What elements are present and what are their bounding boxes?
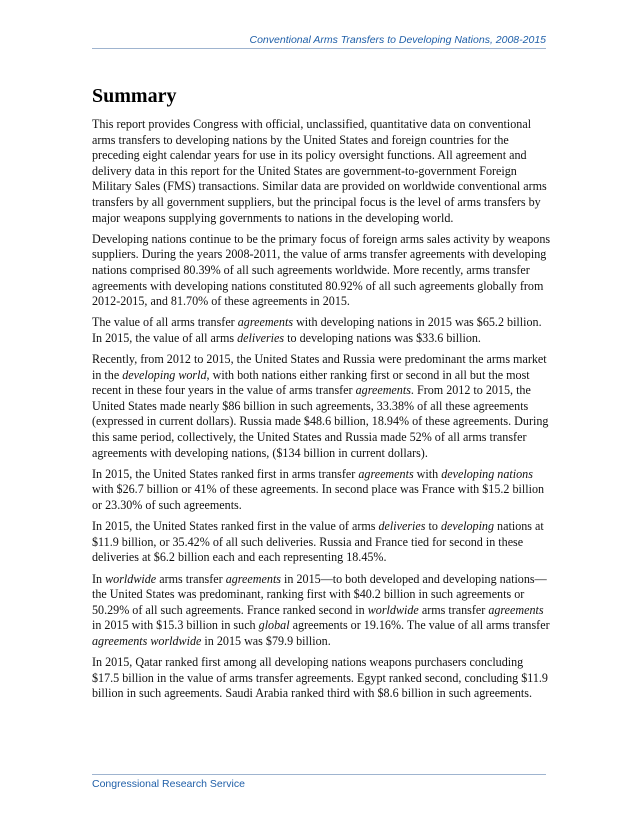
text-run: . From 2012 to 2015, the United States made nearly $86 billion in such agreements, 33.38% of all these agreements (expressed in current dollars). Russia made $48.6 billion, 18.94% of these agreements. During this same period, collectively, the United States and Russia made 52% of all arms transfer agreements with developing nations, ($134 billion in current dollars).: [92, 383, 549, 460]
footer-rule: [92, 774, 546, 775]
emphasized-text: deliveries: [378, 519, 426, 534]
summary-section: [92, 84, 552, 708]
text-run: arms transfer: [418, 602, 489, 617]
text-run: in 2015—to both developed and developing nations—the United States was predominant, ranking first with $40.2 billion in such agreements or 50.29% of all such agreements. France ranked second in: [92, 571, 547, 617]
header-rule: [92, 48, 546, 49]
emphasized-text: developing nations: [441, 466, 533, 481]
emphasized-text: worldwide: [367, 602, 419, 617]
text-run: In: [92, 571, 106, 586]
emphasized-text: agreements worldwide: [92, 633, 202, 648]
text-run: with developing nations in 2015 was $65.2 billion. In 2015, the value of all arms: [92, 315, 542, 345]
emphasized-text: agreements: [358, 466, 414, 481]
text-run: in 2015 with $15.3 billion in such: [92, 618, 259, 633]
emphasized-text: developing world: [122, 367, 207, 382]
body-paragraph: [92, 232, 552, 310]
body-paragraph: [92, 519, 552, 566]
text-run: In 2015, the United States ranked first in the value of arms: [92, 519, 379, 534]
running-header: Conventional Arms Transfers to Developing Nations, 2008-2015: [249, 34, 546, 46]
emphasized-text: deliveries: [237, 330, 285, 345]
text-run: This report provides Congress with official, unclassified, quantitative data on conventional arms transfers to developing nations by the United States and foreign countries for the preceding eight calendar years for use in its policy oversight functions. All agreement and delivery data in this report for the United States are government-to-government Foreign Military Sales (FMS) transactions. Similar data are provided on worldwide conventional arms transfers by all government suppliers, but the principal focus is the level of arms transfers by major weapons supplying governments to nations in the developing world.: [92, 117, 547, 225]
text-run: Recently, from 2012 to 2015, the United States and Russia were predominant the arms market in the: [92, 352, 547, 382]
summary-body: [92, 117, 552, 702]
text-run: Developing nations continue to be the primary focus of foreign arms sales activity by weapons suppliers. During the years 2008-2011, the value of arms transfer agreements with developing nations comprised 80.39% of all such agreements worldwide. More recently, arms transfer agreements with developing nations constituted 80.92% of all such agreements globally from 2012-2015, and 81.70% of these agreements in 2015.: [92, 231, 551, 309]
body-paragraph: [92, 315, 552, 346]
text-run: to developing nations was $33.6 billion.: [284, 330, 481, 345]
text-run: In 2015, the United States ranked first in arms transfer: [92, 466, 359, 481]
body-paragraph: [92, 572, 552, 650]
body-paragraph: [92, 655, 552, 702]
footer-text: Congressional Research Service: [92, 778, 245, 790]
section-heading: Summary: [92, 85, 177, 107]
text-run: In 2015, Qatar ranked first among all developing nations weapons purchasers concluding $17.5 billion in the value of arms transfer agreements. Egypt ranked second, concluding $11.9 billion in such agreements. Saudi Arabia ranked third with $8.6 billion in such agreements.: [92, 655, 548, 701]
emphasized-text: agreements: [355, 383, 411, 398]
emphasized-text: agreements: [488, 602, 544, 617]
text-run: in 2015 was $79.9 billion.: [201, 633, 331, 648]
emphasized-text: agreements: [225, 571, 282, 586]
text-run: The value of all arms transfer: [92, 315, 238, 330]
text-run: arms transfer: [156, 571, 226, 586]
body-paragraph: [92, 467, 552, 514]
text-run: to: [425, 519, 441, 534]
emphasized-text: agreements: [237, 315, 294, 330]
text-run: nations at $11.9 billion, or 35.42% of all such deliveries. Russia and France tied for second in these deliveries at $6.2 billion each and each representing 18.45%.: [92, 519, 544, 565]
text-run: , with both nations either ranking first or second in all but the most recent in these four years in the value of arms transfer: [92, 367, 530, 398]
body-paragraph: [92, 117, 552, 226]
text-run: with $26.7 billion or 41% of these agreements. In second place was France with $15.2 billion or 23.30% of such agreements.: [92, 482, 545, 513]
body-paragraph: [92, 352, 552, 461]
emphasized-text: global: [258, 618, 290, 633]
emphasized-text: developing: [440, 519, 495, 534]
text-run: agreements or 19.16%. The value of all arms transfer: [289, 618, 550, 633]
emphasized-text: worldwide: [105, 571, 157, 586]
text-run: with: [413, 466, 442, 481]
